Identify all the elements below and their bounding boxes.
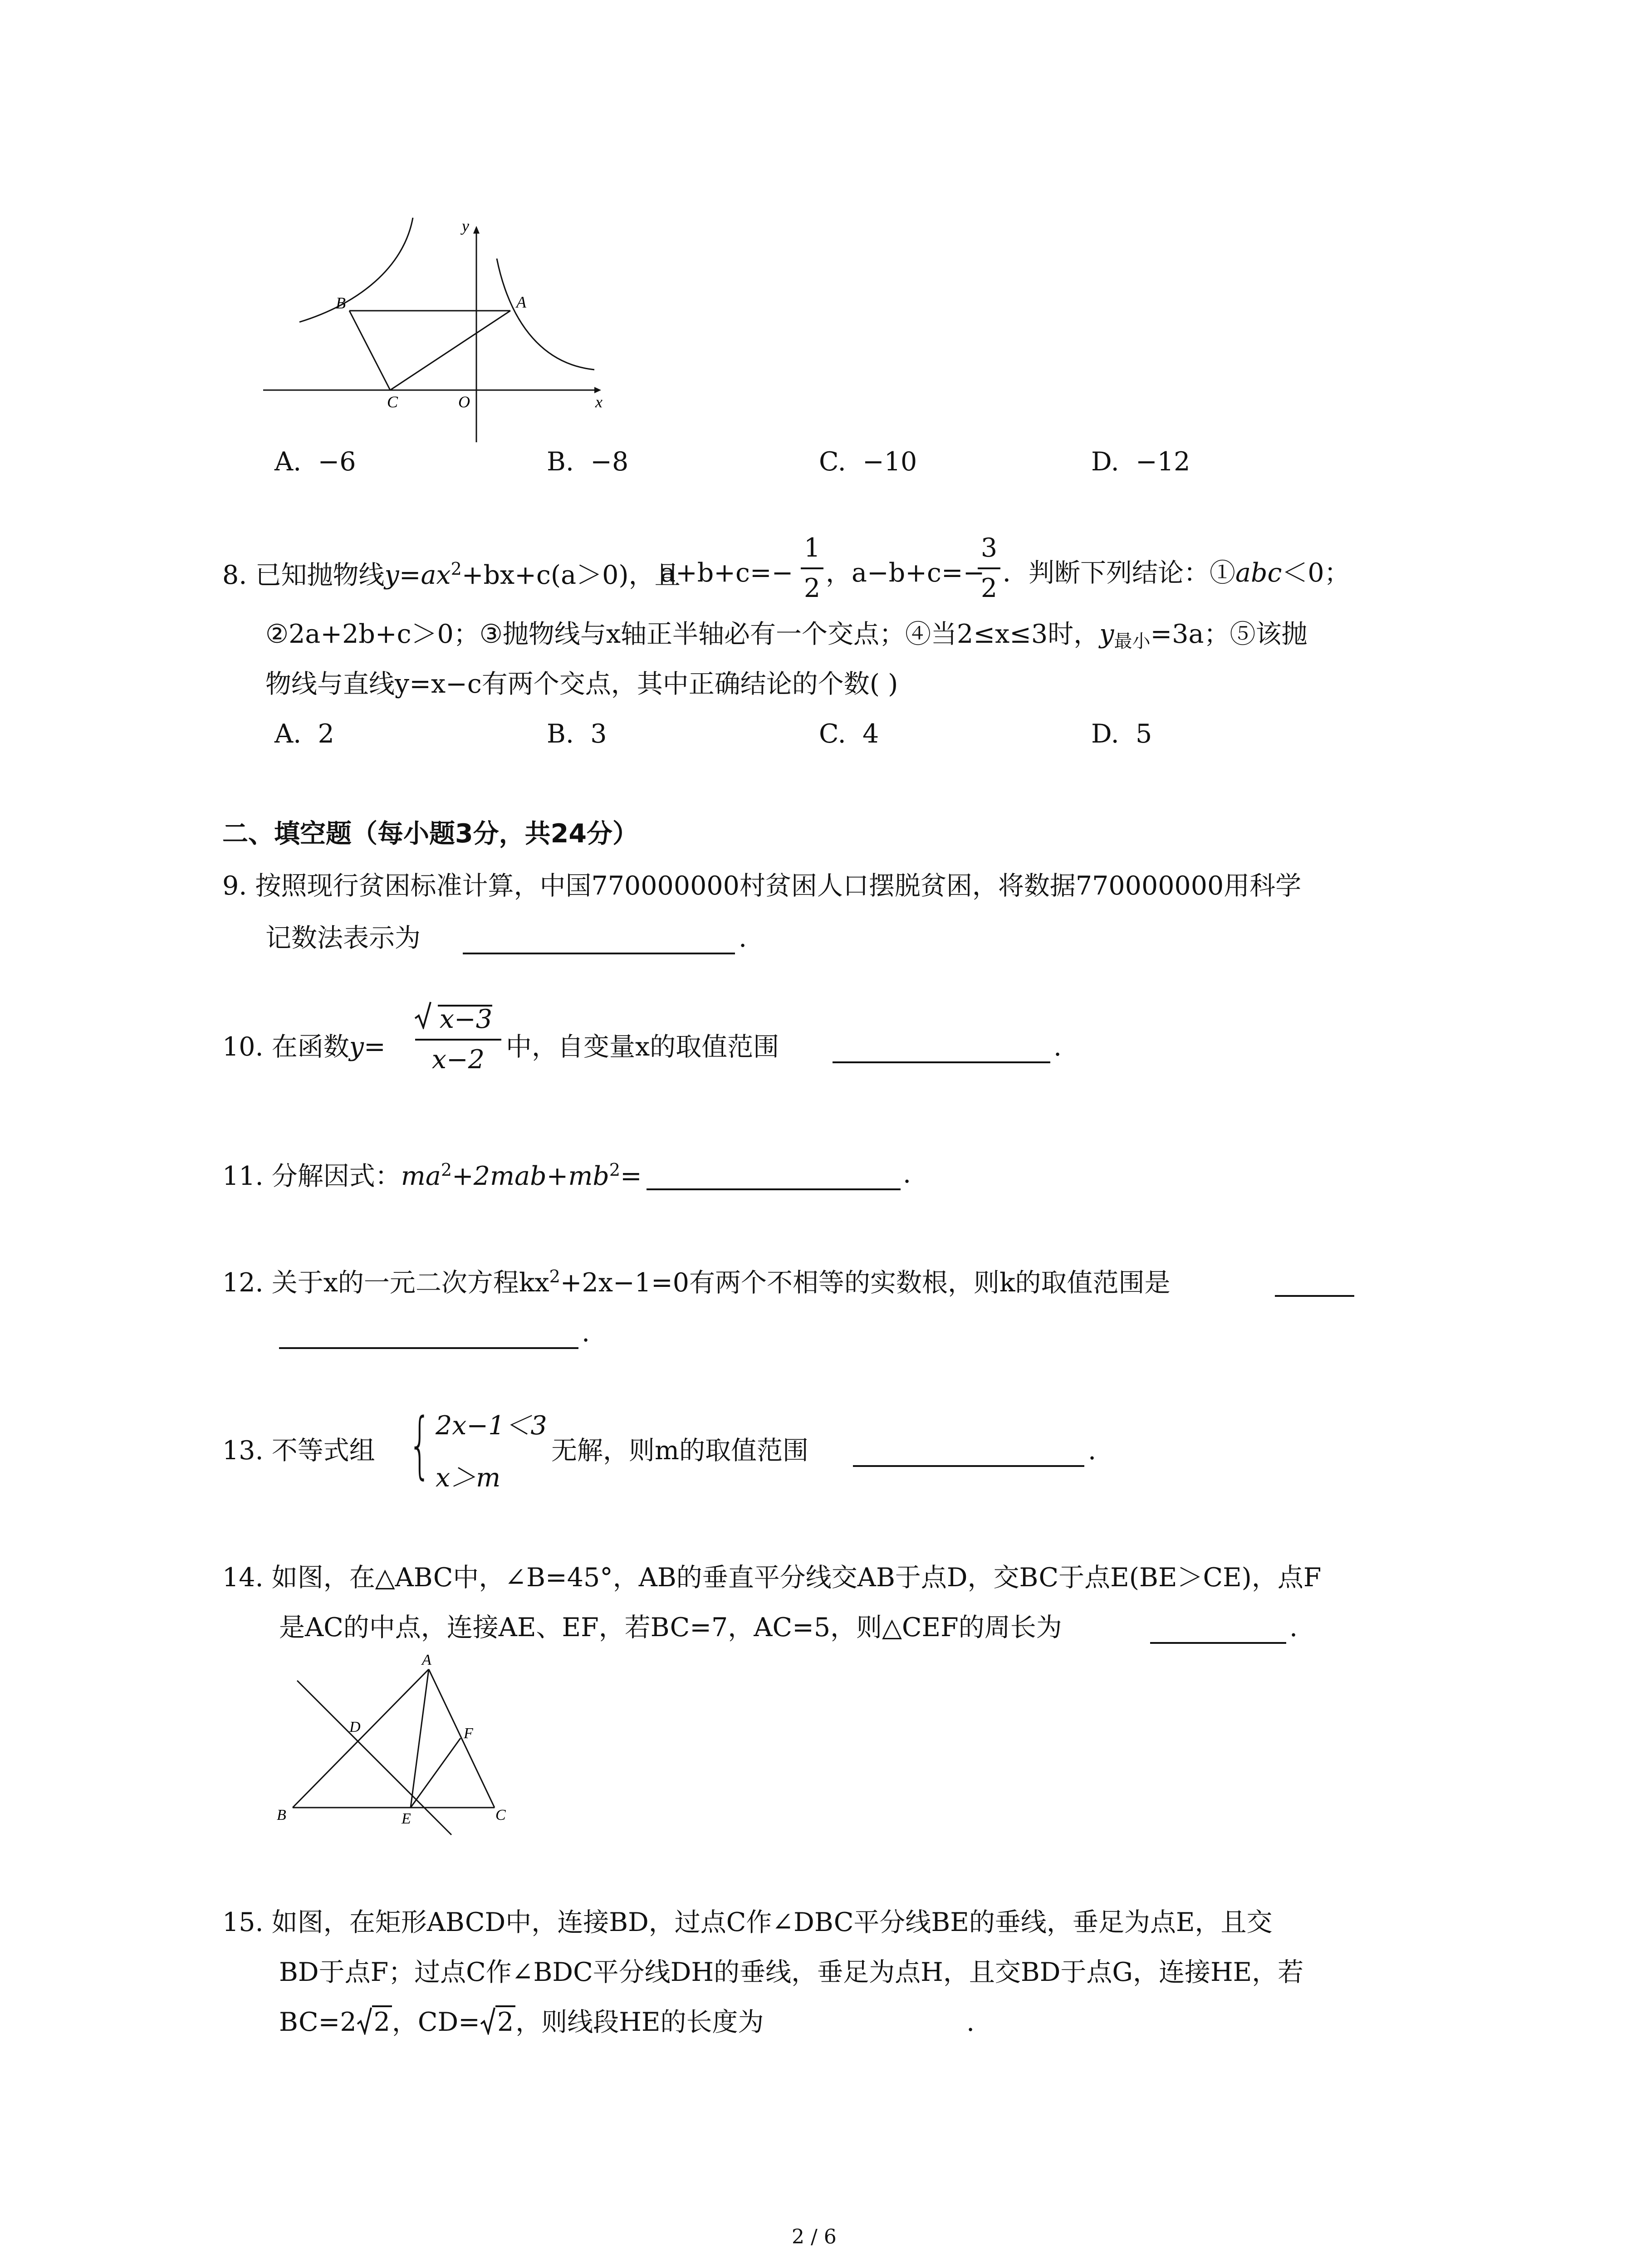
q14-line1: 14. 如图，在△ABC中，∠B=45°，AB的垂直平分线交AB于点D，交BC于点E(BE＞CE)，点F <box>222 1563 1322 1593</box>
q8-option-d: D. 5 <box>1091 719 1152 749</box>
q10-prefix: 10. 在函数y= <box>222 1032 386 1062</box>
section-2-title: 二、填空题（每小题3分，共24分） <box>222 819 638 849</box>
q8-line1: 8. 已知抛物线$y=ax^2+bx+c(a>0)$，且 <box>222 559 681 590</box>
q11-answer-blank[interactable] <box>647 1188 901 1190</box>
q15-line2: BD于点F；过点C作∠BDC平分线DH的垂线，垂足为点H，且交BD于点G，连接HE，若 <box>279 1957 1304 1987</box>
label-c: C <box>495 1807 506 1823</box>
label-b: B <box>277 1807 286 1823</box>
q12-end: . <box>582 1318 590 1348</box>
q7-option-c: C. −10 <box>819 447 917 477</box>
q10-end: . <box>1053 1032 1062 1062</box>
q15-end: . <box>966 2007 975 2037</box>
q8-fraction-2: 3 2 <box>978 535 1000 601</box>
q8-line3: 物线与直线y=x−c有两个交点，其中正确结论的个数( ) <box>265 669 898 699</box>
hyperbola-left <box>299 218 413 322</box>
y-axis-arrow <box>473 226 480 234</box>
q7-option-b: B. −8 <box>547 447 629 477</box>
q8-line1-part3: ，a−b+c=− <box>826 558 985 588</box>
q8-option-b: B. 3 <box>547 719 607 749</box>
label-a: A <box>516 293 526 311</box>
q14-figure <box>272 1651 526 1842</box>
q13-answer-blank[interactable] <box>853 1465 1084 1467</box>
q10-denominator: x−2 <box>431 1045 485 1075</box>
q9-line2: 记数法表示为 <box>265 923 421 953</box>
q8-option-c: C. 4 <box>819 719 879 749</box>
q13-prefix: 13. 不等式组 <box>222 1436 375 1466</box>
q8-option-a: A. 2 <box>274 719 334 749</box>
q15-line1: 15. 如图，在矩形ABCD中，连接BD，过点C作∠DBC平分线BE的垂线，垂足为点E，且交 <box>222 1907 1273 1937</box>
q9-line1: 9. 按照现行贫困标准计算，中国770000000村贫困人口摆脱贫困，将数据770000000用科学 <box>222 871 1302 901</box>
q8-fraction-1: 1 2 <box>801 535 823 601</box>
q10-answer-blank[interactable] <box>833 1061 1050 1063</box>
q10-numerator: x−3 <box>438 1005 492 1032</box>
page-number: 2 / 6 <box>792 2225 837 2248</box>
label-x: x <box>595 393 603 411</box>
q15-line3: BC=2 2，CD= 2，则线段HE的长度为 <box>279 2009 764 2035</box>
x-axis-arrow <box>594 387 601 393</box>
label-y: y <box>462 217 469 235</box>
q8-line1-part4: ．判断下列结论：①abc＜0； <box>1003 558 1350 588</box>
q8-line1-part2: a+b+c=− <box>660 558 794 588</box>
q12-answer-blank-2[interactable] <box>279 1347 578 1349</box>
q10-suffix: 中，自变量x的取值范围 <box>506 1032 779 1062</box>
q7-option-d: D. −12 <box>1091 447 1190 477</box>
q14-line2: 是AC的中点，连接AE、EF，若BC=7，AC=5，则△CEF的周长为 <box>279 1613 1062 1642</box>
q9-answer-blank[interactable] <box>463 953 735 954</box>
label-b: B <box>336 294 346 312</box>
q13-suffix: 无解，则m的取值范围 <box>551 1436 809 1466</box>
q14-answer-blank[interactable] <box>1150 1642 1286 1644</box>
q14-end: . <box>1289 1613 1298 1642</box>
label-a: A <box>422 1652 431 1668</box>
label-o: O <box>458 393 470 411</box>
label-c: C <box>387 393 398 411</box>
q13-end: . <box>1088 1436 1097 1466</box>
label-d: D <box>349 1719 361 1735</box>
q11-line: 11. 分解因式：$ma^2+2mab+mb^2=$ <box>222 1160 642 1191</box>
q10-fraction <box>415 1005 501 1073</box>
q7-option-a: A. −6 <box>274 447 356 477</box>
label-e: E <box>402 1810 411 1827</box>
q9-end: . <box>739 923 747 953</box>
q13-brace: { <box>408 1402 431 1487</box>
q8-line2: ②2a+2b+c＞0；③抛物线与x轴正半轴必有一个交点；④当2≤x≤3时，$y_{最小}=3a$；⑤该抛 <box>265 619 1308 652</box>
q12-line1: 12. 关于x的一元二次方程$kx^2+2x-1=0$有两个不相等的实数根，则k的取值范围是 <box>222 1266 1171 1298</box>
q12-answer-blank-1[interactable] <box>1275 1295 1354 1297</box>
q13-inequality-1: 2x−1＜3 <box>436 1411 547 1441</box>
q7-figure <box>259 213 622 449</box>
hyperbola-right <box>497 259 594 370</box>
q11-end: . <box>903 1159 911 1189</box>
q13-inequality-2: x＞m <box>436 1463 501 1493</box>
label-f: F <box>464 1725 473 1742</box>
